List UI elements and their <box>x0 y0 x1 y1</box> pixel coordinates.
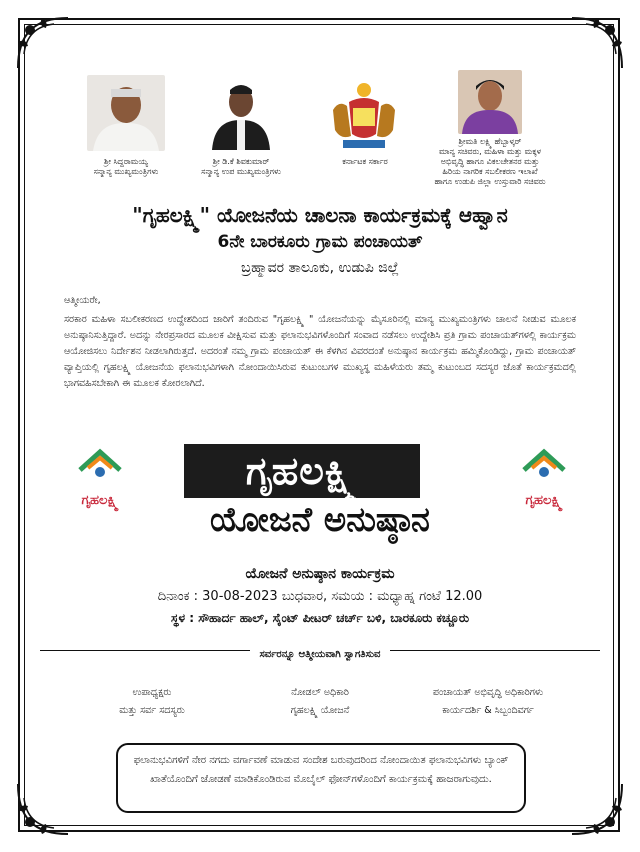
portrait-caption: ಶ್ರೀ ಡಿ.ಕೆ ಶಿವಕುಮಾರ್ ಸನ್ಮಾನ್ಯ ಉಪ ಮುಖ್ಯಮಂತ್ರಿಗಳು <box>201 157 281 176</box>
program-venue: ಸ್ಥಳ : ಸೌಹಾರ್ದ ಹಾಲ್, ಸೈಂಟ್ ಪೀಟರ್ ಚರ್ಚ್ ಬಳಿ, ಬಾರಕೂರು ಕಚ್ಚೂರು <box>170 611 470 625</box>
panchayat-title: 6ನೇ ಬಾರಕೂರು ಗ್ರಾಮ ಪಂಚಾಯತ್ <box>217 232 423 252</box>
invitation-body: ಸರಕಾರ ಮಹಿಳಾ ಸಬಲೀಕರಣದ ಉದ್ದೇಶದಿಂದ ಜಾರಿಗೆ ತಂದಿರುವ "ಗೃಹಲಕ್ಷ್ಮಿ " ಯೋಜನೆಯನ್ನು ಮೈಸೂರಿನಲ್ಲಿ ಮಾನ್ಯ ಮುಖ್ಯಮಂತ್ರಿಗಳು ಚಾಲನೆ ನೀಡುವ ಮೂಲಕ ಅನುಷ್ಠಾನಿಸುತ್ತಿದ್ದಾರೆ. ಅದನ್ನು ನೇರಪ್ರಸಾರದ ಮೂಲಕ ವೀಕ್ಷಿಸುವ ಮತ್ತು ಫಲಾನುಭವಿಗಳೊಂದಿಗೆ ಸಂವಾದ ನಡೆಸಲು ಉದ್ದೇಶಿಸಿ ಪ್ರತಿ ಗ್ರಾಮ ಪಂಚಾಯತ್‌ಗಳಲ್ಲಿ ಕಾರ್ಯಕ್ರಮ ಆಯೋಜಿಸಲು ನಿರ್ದೇಶನ ನೀಡಲಾಗಿರುತ್ತದೆ. ಅದರಂತೆ ನಮ್ಮ ಗ್ರಾಮ ಪಂಚಾಯತ್ ಈ ಕೆಳಗಿನ ವಿವರದಂತೆ ಅನುಷ್ಠಾನ ಕಾರ್ಯಕ್ರಮ ಹಮ್ಮಿಕೊಂಡಿದ್ದು, ಗ್ರಾಮ ಪಂಚಾಯತ್ ವ್ಯಾಪ್ತಿಯಲ್ಲಿ ಗೃಹಲಕ್ಷ್ಮಿ ಯೋಜನೆಯ ಫಲಾನುಭವಿಗಳಾಗಿ ನೋಂದಾಯಿಸಿರುವ ಕುಟುಂಬಗಳ ಮುಖ್ಯಸ್ಥ ಮಹಿಳೆಯರು ತಮ್ಮ ಕುಟುಂಬದ ಸದಸ್ಯರ ಜೊತೆ ಕಾರ್ಯಕ್ರಮದಲ್ಲಿ ಭಾಗವಹಿಸಬೇಕಾಗಿ ಈ ಮೂಲಕ ಕೋರಲಾಗಿದೆ. <box>64 314 577 389</box>
location-subtitle: ಬ್ರಹ್ಮಾವರ ತಾಲೂಕು, ಉಡುಪಿ ಜಿಲ್ಲೆ <box>241 260 399 276</box>
scheme-implementation-heading: ಯೋಜನೆ ಅನುಷ್ಠಾನ <box>210 500 430 540</box>
corner-ornament-icon <box>568 780 626 838</box>
gruhalakshmi-banner: ಗೃಹಲಕ್ಷ್ಮಿ <box>184 444 420 498</box>
program-date: ದಿನಾಂಕ : 30-08-2023 ಬುಧವಾರ, ಸಮಯ : ಮಧ್ಯಾಹ್ನ ಗಂಟೆ 12.00 <box>157 589 483 604</box>
host-column: ಪಂಚಾಯತ್ ಅಭಿವೃದ್ಧಿ ಅಧಿಕಾರಿಗಳು ಕಾರ್ಯದರ್ಶಿ & ಸಿಬ್ಬಂದಿವರ್ಗ <box>432 687 544 716</box>
invitation-title: "ಗೃಹಲಕ್ಷ್ಮಿ" ಯೋಜನೆಯ ಚಾಲನಾ ಕಾರ್ಯಕ್ರಮಕ್ಕೆ ಆಹ್ವಾನ <box>132 203 508 227</box>
logo-label: ಗೃಹಲಕ್ಷ್ಮಿ <box>81 493 119 508</box>
host-column: ಉಪಾಧ್ಯಕ್ಷರು ಮತ್ತು ಸರ್ವ ಸದಸ್ಯರು <box>119 687 185 716</box>
host-column: ನೋಡಲ್ ಅಧಿಕಾರಿ ಗೃಹಲಕ್ಷ್ಮಿ ಯೋಜನೆ <box>290 687 350 716</box>
corner-ornament-icon <box>14 780 72 838</box>
welcome-banner <box>0 642 640 661</box>
chief-minister-photo <box>87 75 165 151</box>
corner-ornament-icon <box>568 14 626 72</box>
notice-box: ಫಲಾನುಭವಿಗಳಿಗೆ ನೇರ ನಗದು ವರ್ಗಾವಣೆ ಮಾಡುವ ಸಂದೇಶ ಬರುವುದರಿಂದ ನೋಂದಾಯಿತ ಫಲಾನುಭವಿಗಳು ಬ್ಯಾಂಕ್ ಖಾತೆಯೊಂದಿಗೆ ಜೋಡಣೆ ಮಾಡಿಕೊಂಡಿರುವ ಮೊಬೈಲ್ ಫೋನ್‌ಗಳೊಂದಿಗೆ ಕಾರ್ಯಕ್ರಮಕ್ಕೆ ಹಾಜರಾಗುವುದು. <box>116 743 526 813</box>
karnataka-emblem-icon <box>329 80 399 154</box>
minister-photo <box>458 70 522 134</box>
deputy-chief-minister-photo <box>208 76 274 150</box>
portrait-caption: ಶ್ರೀಮತಿ ಲಕ್ಷ್ಮಿ ಹೆಬ್ಬಾಳ್ಕರ್ ಮಾನ್ಯ ಸಚಿವರು, ಮಹಿಳಾ ಮತ್ತು ಮಕ್ಕಳ ಅಭಿವೃದ್ಧಿ ಹಾಗೂ ವಿಕಲಚೇತನರ ಮತ್ತು ಹಿರಿಯ ನಾಗರಿಕ ಸಬಲೀಕರಣ ಇಲಾಖೆ ಹಾಗೂ ಉಡುಪಿ ಜಿಲ್ಲಾ ಉಸ್ತುವಾರಿ ಸಚಿವರು <box>434 137 546 186</box>
corner-ornament-icon <box>14 14 72 72</box>
portrait-caption: ಕರ್ನಾಟಕ ಸರ್ಕಾರ <box>342 157 388 166</box>
portrait-caption: ಶ್ರೀ ಸಿದ್ದರಾಮಯ್ಯ ಸನ್ಮಾನ್ಯ ಮುಖ್ಯಮಂತ್ರಿಗಳು <box>93 157 159 176</box>
welcome-text: ಸರ್ವರನ್ನೂ ಆತ್ಮೀಯವಾಗಿ ಸ್ವಾಗತಿಸುವ <box>250 649 391 660</box>
program-title: ಯೋಜನೆ ಅನುಷ್ಠಾನ ಕಾರ್ಯಕ್ರಮ <box>245 566 395 582</box>
greeting: ಆತ್ಮೀಯರೇ, <box>64 295 101 306</box>
logo-label: ಗೃಹಲಕ್ಷ್ಮಿ <box>525 493 563 508</box>
home-logo-icon <box>502 446 586 486</box>
home-logo-icon <box>58 446 142 486</box>
